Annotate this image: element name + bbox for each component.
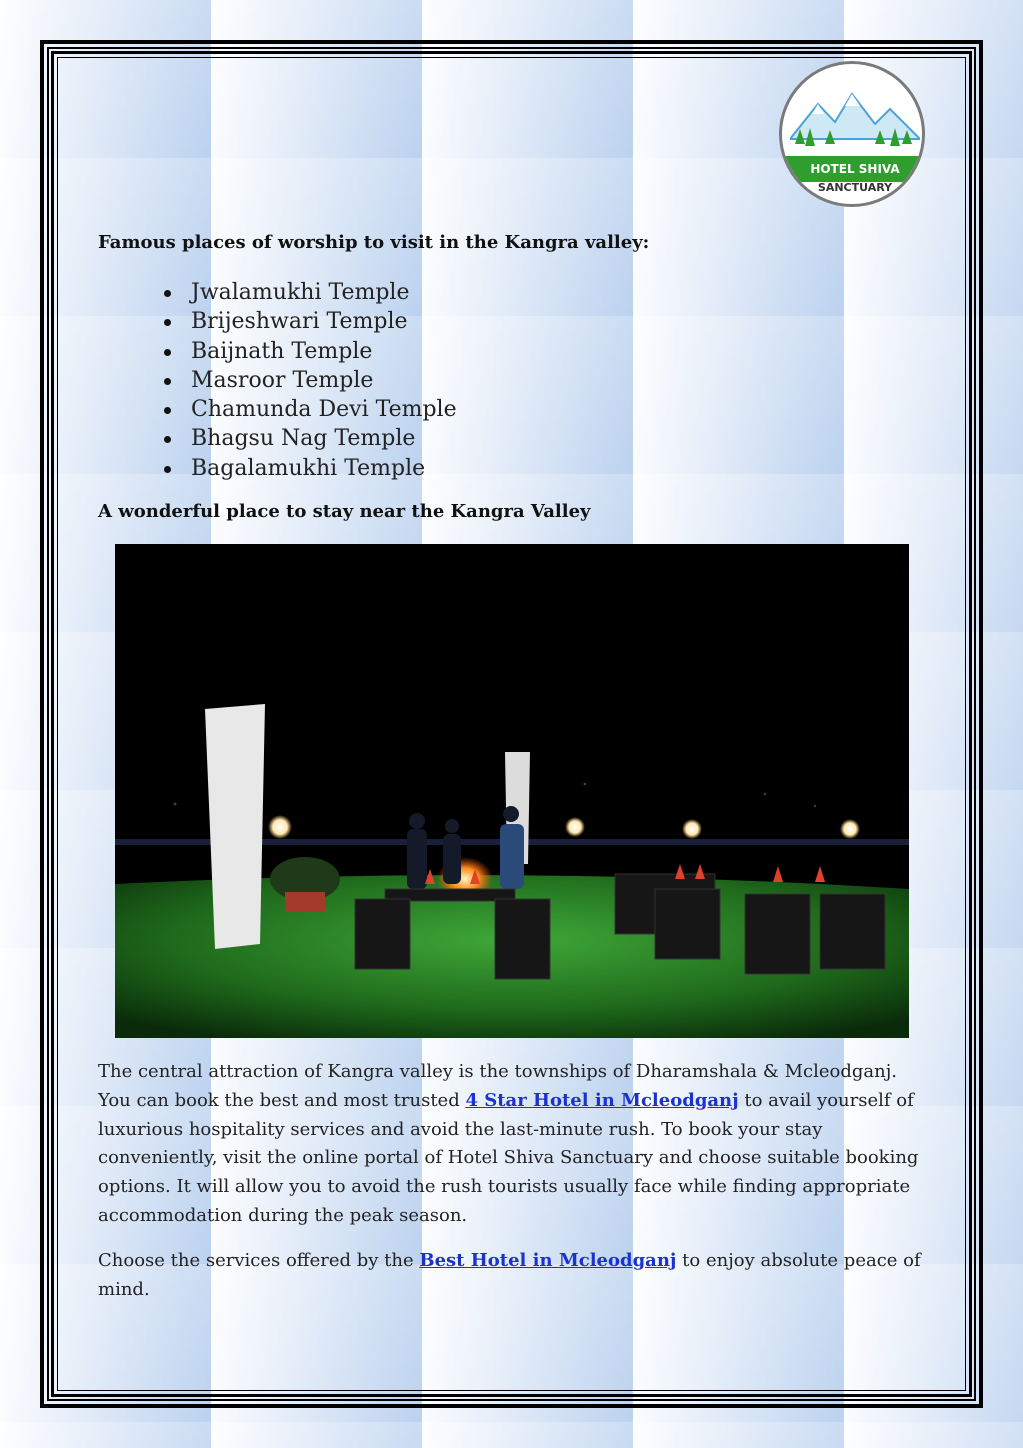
list-item: Baijnath Temple xyxy=(160,337,457,366)
paragraph-intro: The central attraction of Kangra valley is the townships of Dharamshala & Mcleodganj. You can book the best and most trusted 4 Star Hotel in Mcleodganj to avail yourself of luxurious hospitality services and avoid the last-minute rush. To book your stay conveniently, visit the online portal of Hotel Shiva Sanctuary and choose suitable booking options. It will allow you to avoid the rush tourists usually face while finding appropriate accommodation during the peak season. xyxy=(98,1061,919,1226)
list-item: Masroor Temple xyxy=(160,366,457,395)
stay-heading: A wonderful place to stay near the Kangra Valley xyxy=(98,501,591,522)
list-item: Bhagsu Nag Temple xyxy=(160,424,457,453)
best-hotel-link[interactable]: Best Hotel in Mcleodganj xyxy=(419,1250,677,1271)
list-item: Chamunda Devi Temple xyxy=(160,395,457,424)
mountain-icon xyxy=(790,84,920,154)
temple-list xyxy=(160,278,457,483)
worship-heading: Famous places of worship to visit in the Kangra valley: xyxy=(98,232,650,253)
logo-line1: HOTEL SHIVA xyxy=(782,156,925,182)
logo-line2: SANCTUARY xyxy=(817,181,893,194)
list-item: Jwalamukhi Temple xyxy=(160,278,457,307)
hotel-logo xyxy=(779,61,925,207)
list-item: Brijeshwari Temple xyxy=(160,307,457,336)
four-star-hotel-link[interactable]: 4 Star Hotel in Mcleodganj xyxy=(465,1089,739,1111)
list-item: Bagalamukhi Temple xyxy=(160,454,457,483)
paragraph-closing: Choose the services offered by the Best Hotel in Mcleodganj to enjoy absolute peace of mind. xyxy=(98,1250,921,1300)
rooftop-restaurant-photo xyxy=(115,544,909,1038)
